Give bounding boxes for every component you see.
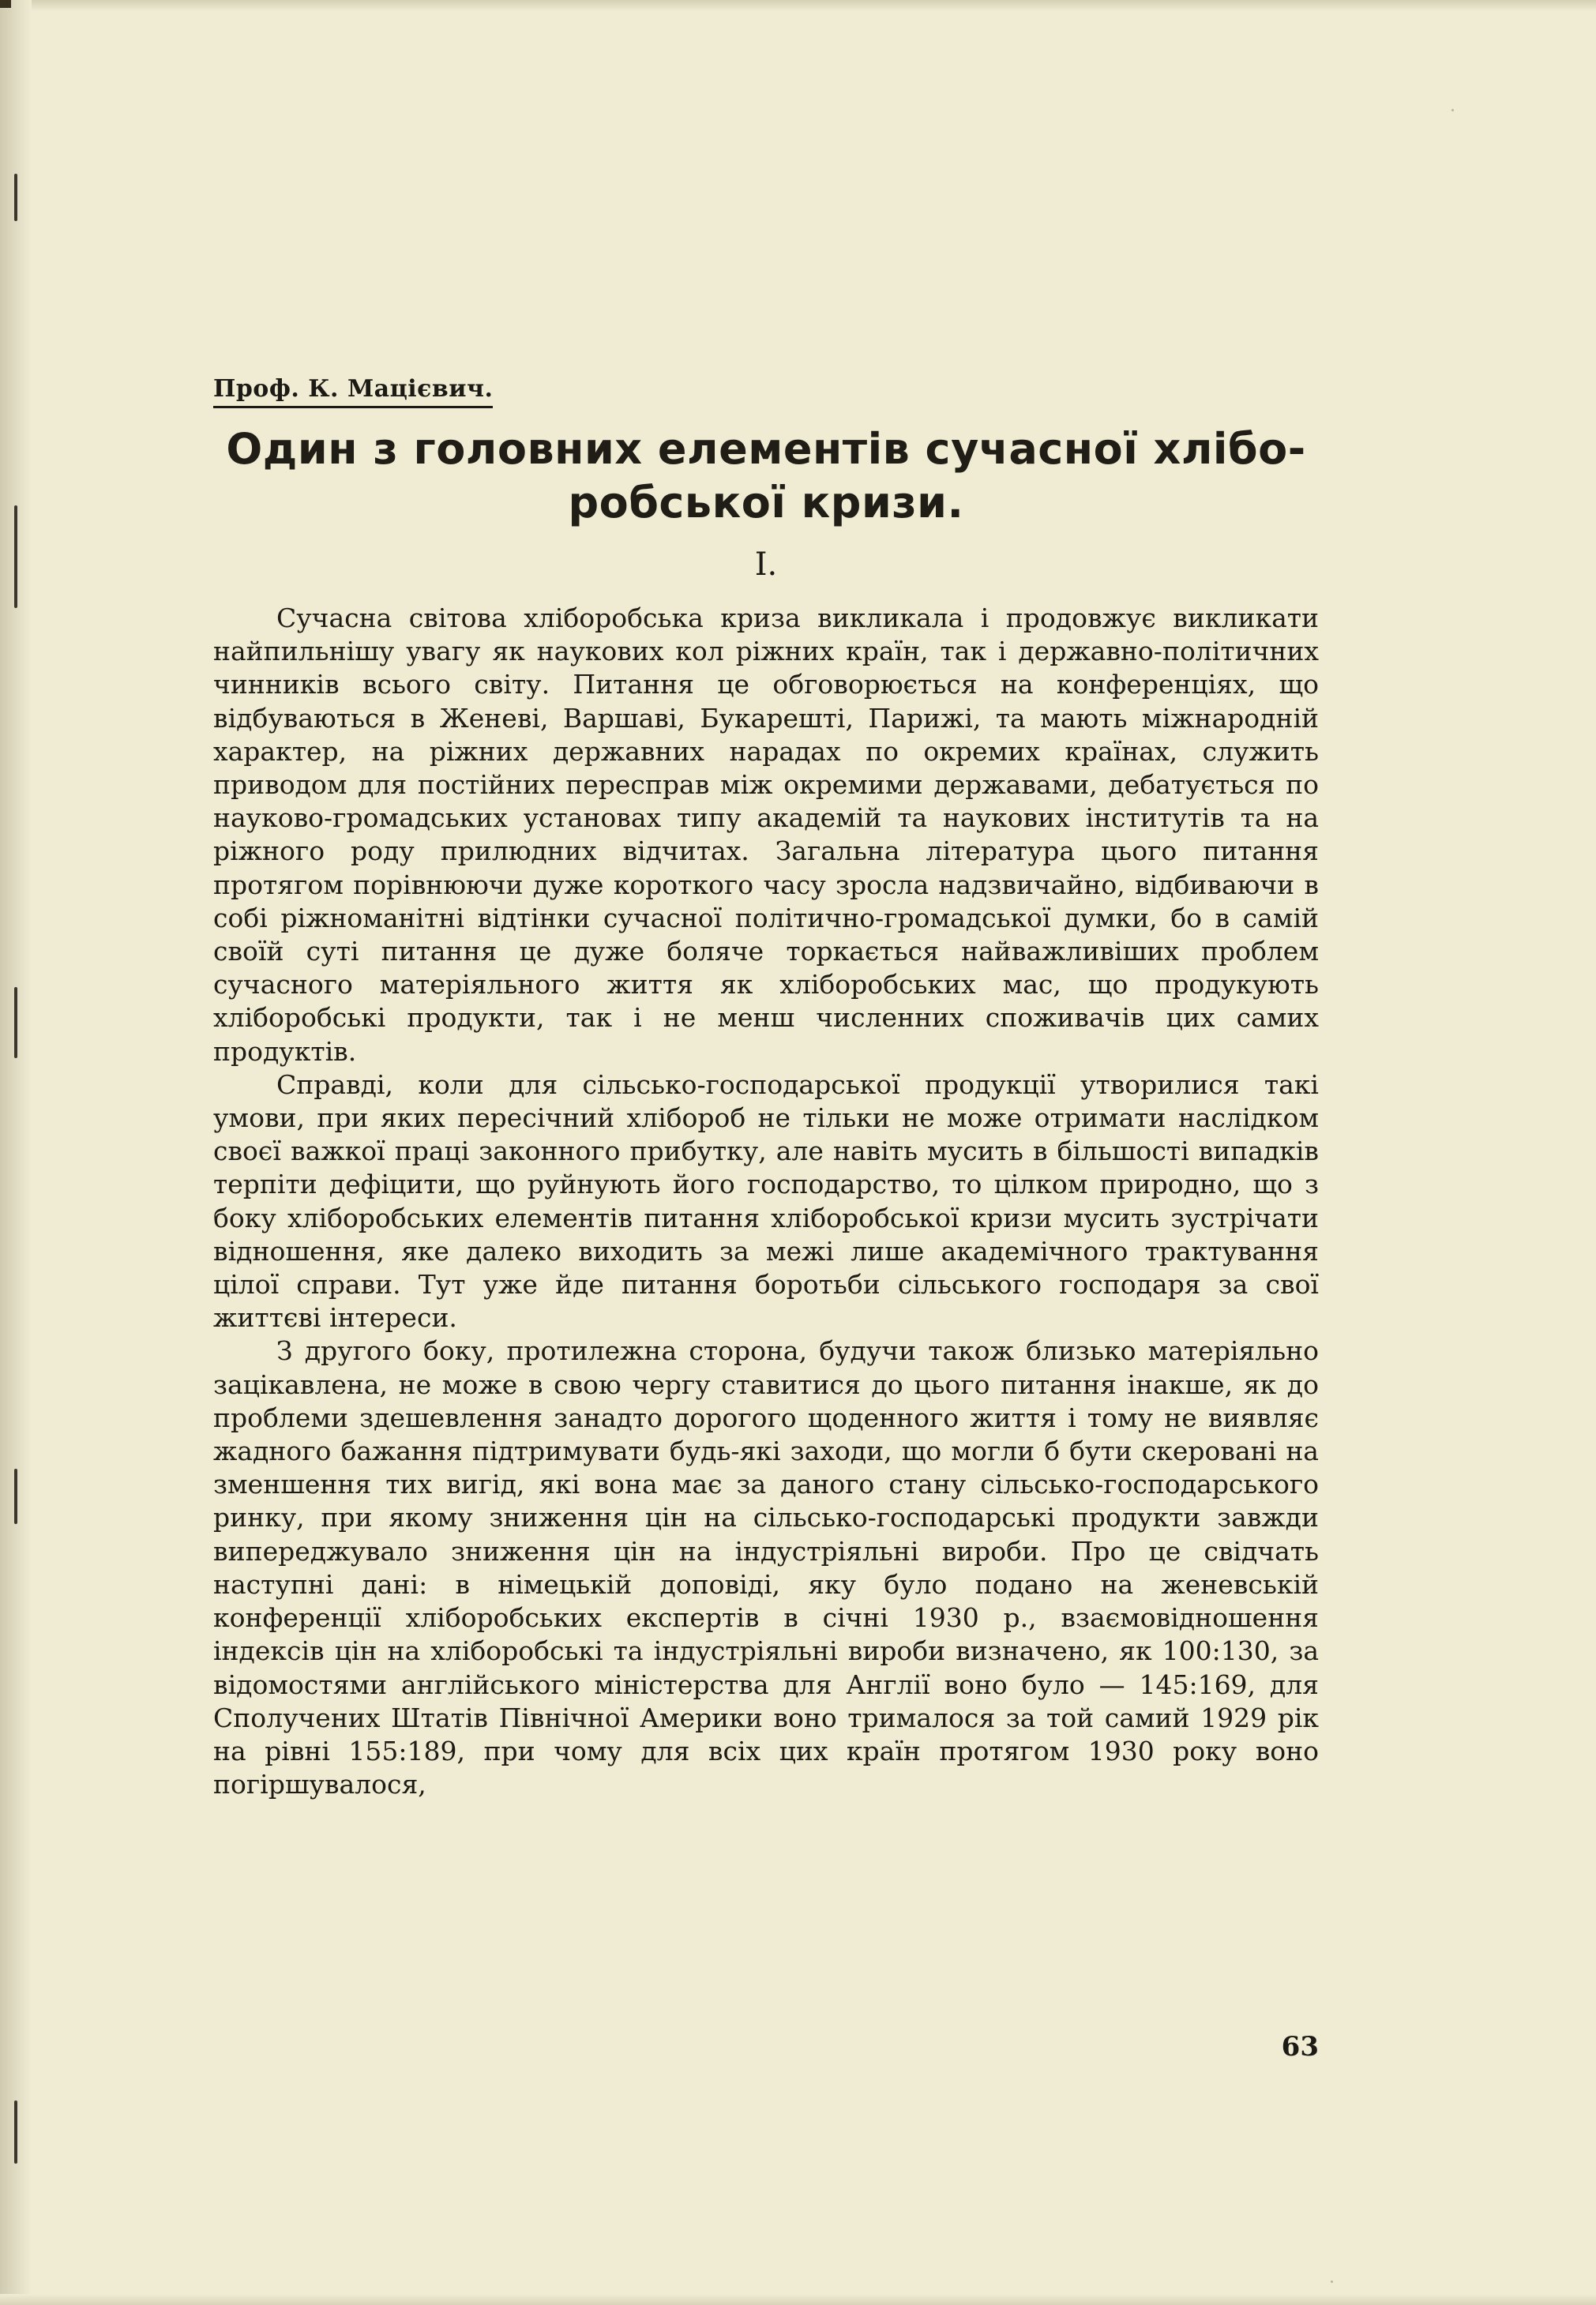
- article-title: Один з головних елементів сучасної хлібо-робської кризи.: [226, 424, 1306, 527]
- paragraph-3: З другого боку, протилежна сторона, будучи також близько матеріяльно зацікавлена, не може в свою чергу ставитися до цього питання інакше, як до проблеми здешевлення занадто дорогого щоденного життя і тому не виявляє жадного бажання підтримувати будь-які заходи, що могли б бути скеровані на зменшення тих вигід, які вона має за даного стану сільсько-господарського ринку, при якому зниження цін на сільсько-господарські продукти завжди випереджувало зниження цін на індустріяльні вироби. Про це свідчать наступні дані: в німецькій доповіді, яку було подано на женевській конференції хліборобських експертів в січні 1930 р., взаємовідношення індексів цін на хліборобські та індустріяльні вироби визначено, як 100:130, за відомостями англійського міністерства для Англії воно було — 145:169, для Сполучених Штатів Північної Америки воно трималося за той самий 1929 рік на рівні 155:189, при чому для всіх цих країн протягом 1930 року воно погіршувалося,: [213, 1335, 1319, 1800]
- paper-speck: [1331, 2281, 1333, 2283]
- binding-mark: [14, 1469, 17, 1524]
- author-line: Проф. К. Мацієвич.: [213, 375, 493, 408]
- binding-mark: [14, 505, 17, 608]
- paragraph-1: Сучасна світова хліборобська криза викликала і продовжує викликати найпильнішу увагу як наукових кол ріжних країн, так і державно-політичних чинників всього світу. Питання це обговорюється на конференціях, що відбуваються в Женеві, Варшаві, Букарешті, Парижі, та мають міжнародній характер, на ріжних державних нарадах по окремих країнах, служить приводом для постійних пересправ між окремими державами, дебатується по науково-громадських установах типу академій та наукових інститутів та на ріжного роду прилюдних відчитах. Загальна література цього питання протягом порівнюючи дуже короткого часу зросла надзвичайно, відбиваючи в собі ріжноманітні відтінки сучасної політично-громадської думки, бо в самій своїй суті питання це дуже боляче торкається найважливіших проблем сучасного матеріяльного життя як хліборобських мас, що продукують хліборобські продукти, так і не менш численних споживачів цих самих продуктів.: [213, 603, 1319, 1067]
- article: [213, 375, 1319, 1801]
- section-number: I.: [754, 546, 778, 583]
- binding-mark: [14, 174, 17, 221]
- page-edge-bottom: [0, 2294, 1596, 2305]
- binding-mark: [14, 987, 17, 1058]
- binding-mark: [14, 2100, 17, 2164]
- article-body: [213, 602, 1319, 1801]
- paragraph-2: Справді, коли для сільсько-господарської продукції утворилися такі умови, при яких пересічний хлібороб не тільки не може отримати наслідком своєї важкої праці законного прибутку, але навіть мусить в більшості випадків терпіти дефіцити, що руйнують його господарство, то цілком природно, що з боку хліборобських елементів питання хліборобської кризи мусить зустрічати відношення, яке далеко виходить за межі лише академічного трактування цілої справи. Тут уже йде питання боротьби сільського господаря за свої життєві інтереси.: [213, 1068, 1319, 1334]
- paper-speck: [1451, 109, 1454, 111]
- page-edge-left: [0, 0, 32, 2305]
- page-number: 63: [1281, 2031, 1319, 2063]
- corner-mark: [0, 0, 11, 8]
- page-edge-top: [0, 0, 1596, 11]
